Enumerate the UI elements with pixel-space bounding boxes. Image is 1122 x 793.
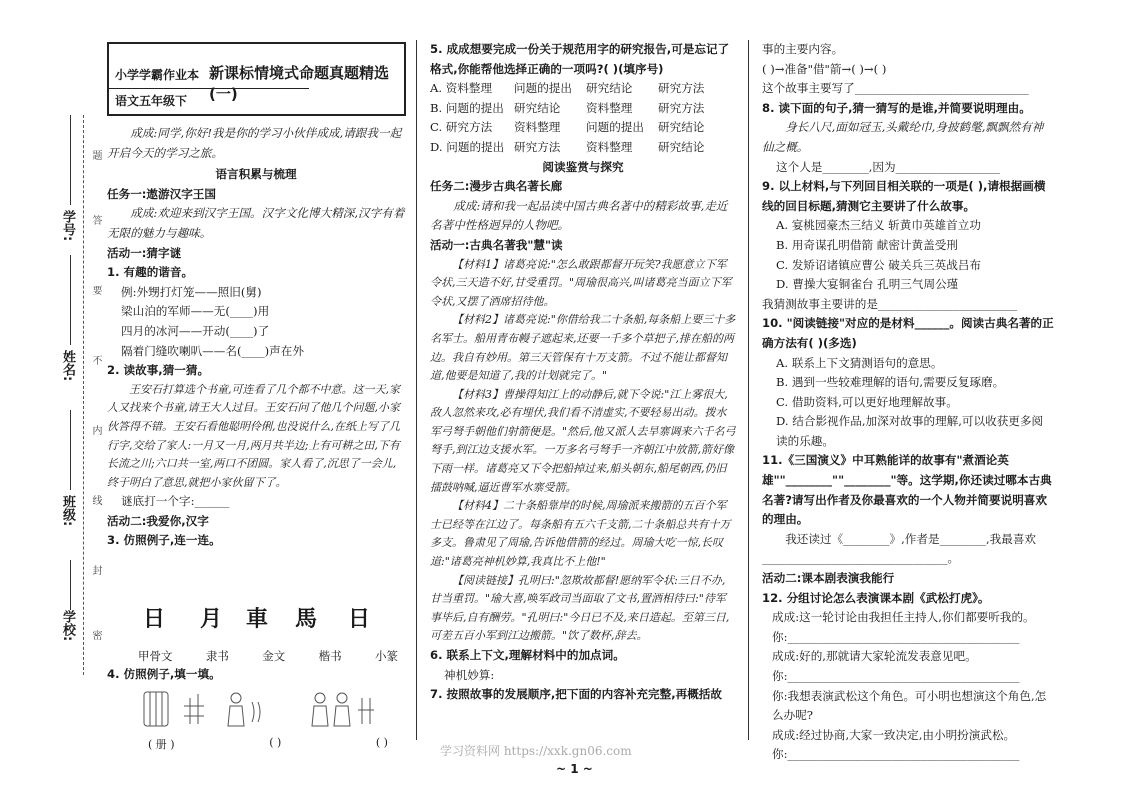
q7-summary[interactable]: 这个故事主要写了______________________________ [762,81,1029,96]
script-name[interactable]: 楷书 [318,649,342,663]
name-underline [70,255,71,345]
q9-option[interactable]: D. 曹操大宴铜雀台 孔明三气周公瑾 [776,277,959,292]
question-4: 4. 仿照例子,填一填。 [107,667,221,681]
task-intro: 成成:欢迎来到汉字王国。汉字文化博大精深,汉字有着无限的魅力与趣味。 [107,206,405,240]
seal-char: 线 [90,495,101,505]
activity-title: 活动二:课本剧表演我能行 [762,571,895,586]
question-5: 5. 成成想要完成一份关于规范用字的研究报告,可是忘记了格式,你能帮他选择正确的一项吗?( )(填序号) [430,42,730,76]
q9-option[interactable]: A. 宴桃园豪杰三结义 斩黄巾英雄首立功 [776,218,981,233]
school-underline [70,560,71,610]
question-8: 8. 读下面的句子,猜一猜写的是谁,并简要说明理由。 [762,100,1031,115]
dialogue-line: 成成:好的,那就请大家轮流发表意见吧。 [772,649,977,664]
watermark: 学习资料网 https://xxk.gn06.com [440,744,632,758]
header-box [107,42,406,116]
seal-glyph: 日 [348,606,371,632]
page-title: 新课标情境式命题真题精选(一) [209,64,390,103]
section-title: 语言积累与梳理 [215,167,297,182]
question-6: 6. 联系上下文,理解材料中的加点词。 [430,648,625,662]
regular-glyph: 馬 [295,606,318,632]
column-2 [430,40,736,705]
oracle-glyph: 日 [143,606,166,632]
question-12: 12. 分组讨论怎么表演课本剧《武松打虎》。 [762,590,990,605]
grade-label: 语文五年级下 [115,94,188,108]
activity-title: 活动一:古典名著我"慧"读 [430,237,563,252]
activity-title: 活动一:猜字谜 [107,245,182,260]
q7-flow[interactable]: ( )→准备"借"箭→( )→( ) [762,61,887,76]
seal-char: 题 [90,150,101,160]
q4-pictures [140,688,400,732]
q5-option[interactable]: D. 问题的提出 研究方法 资料整理 研究结论 [430,139,705,154]
q4-blank[interactable]: ( 册 ) [148,738,175,751]
dialogue-line: 成成:经过协商,大家一致决定,由小明扮演武松。 [772,727,1016,742]
column-1 [107,124,405,551]
question-1: 1. 有趣的谐音。 [107,265,194,280]
dialogue-line: 你:我想表演武松这个角色。可小明也想演这个角色,怎么办呢? [772,688,1047,723]
number-underline [70,115,71,205]
q1-example: 例:外甥打灯笼——照旧(舅) [121,284,262,299]
question-7: 7. 按照故事的发展顺序,把下面的内容补充完整,再概括故 [430,687,722,702]
q4-blank[interactable]: ( ) [269,736,282,749]
q1-item[interactable]: 隔着门缝吹喇叭——名(____)声在外 [121,343,304,358]
q1-item[interactable]: 四月的冰河——开动(____)了 [121,323,270,338]
q10-option[interactable]: D. 结合影视作品,加深对故事的理解,可以收获更多阅读的乐趣。 [776,414,1044,448]
people-figure-icon [312,693,374,726]
intro-text: 成成:同学,你好!我是你的学习小伙伴成成,请跟我一起开启今天的学习之旅。 [107,126,402,160]
header-divider [109,88,309,89]
school-label: 学校: [60,610,75,642]
dialogue-blank[interactable]: 你:________________________________________ [772,629,1020,644]
reading-link: 【阅读链接】孔明曰:"忽欺故都督!愿纳军令状:三日不办,甘当重罚。"瑜大喜,唤军政司当面取了文书,置酒相待曰:"待军事毕后,自有酬劳。"孔明曰:"今日已不及,来日造起。至第三日,可差五百小军到江边搬箭。"饮了数杯,辞去。 [430,573,730,643]
q10-option[interactable]: C. 借助资料,可以更好地理解故事。 [776,394,958,409]
seal-char: 密 [90,630,101,640]
q8-answer[interactable]: 这个人是________,因为__________________ [776,159,1000,174]
bronze-glyph: 月 [200,606,223,632]
binding-line [83,115,84,675]
name-label: 姓名: [60,350,75,382]
q5-option[interactable]: A. 资料整理 问题的提出 研究结论 研究方法 [430,81,705,96]
column-divider [416,40,417,740]
class-label: 班级: [60,495,75,527]
script-names [138,648,398,664]
activity-title: 活动二:我爱你,汉字 [107,513,209,528]
q8-quote: 身长八尺,面如冠玉,头戴纶巾,身披鹤氅,飘飘然有神仙之概。 [762,120,1044,154]
q9-option[interactable]: C. 发矫诏诸镇应曹公 破关兵三英战吕布 [776,257,982,272]
script-name[interactable]: 金文 [262,649,286,663]
class-underline [70,410,71,490]
bamboo-slips-icon [144,692,168,726]
q4-blanks [148,736,388,752]
page-number: ~ 1 ~ [556,762,593,776]
people-figure-icon [228,693,260,726]
dialogue-blank[interactable]: 你:________________________________________ [772,747,1020,762]
seal-char: 封 [90,565,101,575]
script-name[interactable]: 隶书 [205,649,229,663]
series-name: 小学学霸作业本 [115,68,200,82]
q10-option[interactable]: A. 联系上下文猜测语句的意思。 [776,355,943,370]
q4-blank[interactable]: ( ) [375,736,388,749]
question-2: 2. 读故事,猜一猜。 [107,363,210,378]
question-3: 3. 仿照例子,连一连。 [107,533,221,548]
q2-story: 王安石打算选个书童,可连看了几个都不中意。这一天,家人又找来个书童,请王大人过目。王安石问了他几个问题,小家伙答得不错。王安石看他聪明伶俐,也没说什么,在纸上写了几行字,交给了家人:一月又一月,两月共半边;上有可耕之田,下有长流之川;六口共一室,两口不团圆。家人看了,沉思了一会儿,终于明白了意思,就把小家伙留下了。 [107,382,400,489]
material-1: 【材料1】诸葛亮说:"怎么敢跟都督开玩笑?我愿意立下军令状,三天造不好,甘受重罚。"周瑜很高兴,叫诸葛亮当面立下军令状,又摆了酒席招待他。 [430,257,732,308]
q9-guess[interactable]: 我猜测故事主要讲的是________________________ [762,296,1018,311]
material-3: 【材料3】曹操得知江上的动静后,就下令说:"江上雾很大,敌人忽然来攻,必有埋伏,我们看不清虚实,不要轻易出动。拨水军弓弩手朝他们射箭便是。"然后,他又派人去旱寨调来六千名弓弩手,到江边支援水军。一万多名弓弩手一齐朝江中放箭,箭好像下雨一样。诸葛亮又下令把船掉过来,船头朝东,船尾朝西,仍旧擂鼓呐喊,逼近曹军水寨受箭。 [430,387,736,494]
seal-char: 要 [90,285,101,295]
q5-option[interactable]: B. 问题的提出 研究结论 资料整理 研究方法 [430,100,705,115]
dialogue-line: 成成:这一轮讨论由我担任主持人,你们都要听我的。 [772,610,1035,625]
q10-option[interactable]: B. 遇到一些较难理解的语句,需要反复琢磨。 [776,375,1005,390]
q1-item[interactable]: 梁山泊的军师——无(____)用 [121,304,270,319]
task-title: 任务二:漫步古典名著长廊 [430,179,563,194]
section-title: 阅读鉴赏与探究 [542,159,624,174]
question-11: 11.《三国演义》中耳熟能详的故事有"煮酒论英雄""________""________"等。这学期,你还读过哪本古典名著?请写出作者及你最喜欢的一个人物并简要说明喜欢的理由。 [762,453,1052,527]
script-name[interactable]: 甲骨文 [138,649,173,663]
seal-char: 不 [90,355,101,365]
column-divider [748,40,749,740]
q9-option[interactable]: B. 用奇谋孔明借箭 献密计黄盖受刑 [776,237,958,252]
script-name[interactable]: 小篆 [375,649,398,663]
material-2: 【材料2】诸葛亮说:"你借给我二十条船,每条船上要三十多名军士。船用青布幔子遮起来,还要一千多个草把子,排在船的两边。我自有妙用。第三天管保有十万支箭。不过不能让都督知道,他要是知道了,我的计划就完了。" [430,313,736,383]
number-label: 学号: [60,210,75,242]
seal-char: 内 [90,425,101,435]
column-3 [762,40,1054,765]
q11-answer[interactable]: 我还读过《________》,作者是________,我最喜欢________________________________。 [762,531,1037,566]
q6-item[interactable]: 神机妙算: [444,667,495,682]
dialogue-blank[interactable]: 你:________________________________________ [772,669,1020,683]
task-intro: 成成:请和我一起品读中国古典名著中的精彩故事,走近名著中性格迥异的人物吧。 [430,198,728,233]
seal-char: 答 [90,215,101,225]
task-title: 任务一:遨游汉字王国 [107,186,216,201]
q5-option[interactable]: C. 研究方法 资料整理 问题的提出 研究结论 [430,120,705,135]
q2-answer[interactable]: 谜底打一个字:______ [121,494,230,509]
question-9: 9. 以上材料,与下列回目相关联的一项是( ),请根据画横线的回目标题,猜测它主要讲了什么故事。 [762,179,1046,213]
material-4: 【材料4】二十条船靠岸的时候,周瑜派来搬箭的五百个军士已经等在江边了。每条船有五六千支箭,二十条船总共有十万多支。鲁肃见了周瑜,告诉他借箭的经过。周瑜大吃一惊,长叹道:"诸葛亮神机妙算,我真比不上他!" [430,499,731,569]
ancient-glyph-icon [184,694,204,724]
question-10: 10. "阅读链接"对应的是材料______。阅读古典名著的正确方法有( )(多选) [762,316,1054,350]
q7-continued: 事的主要内容。 [762,42,844,56]
clerical-glyph: 車 [246,606,269,632]
